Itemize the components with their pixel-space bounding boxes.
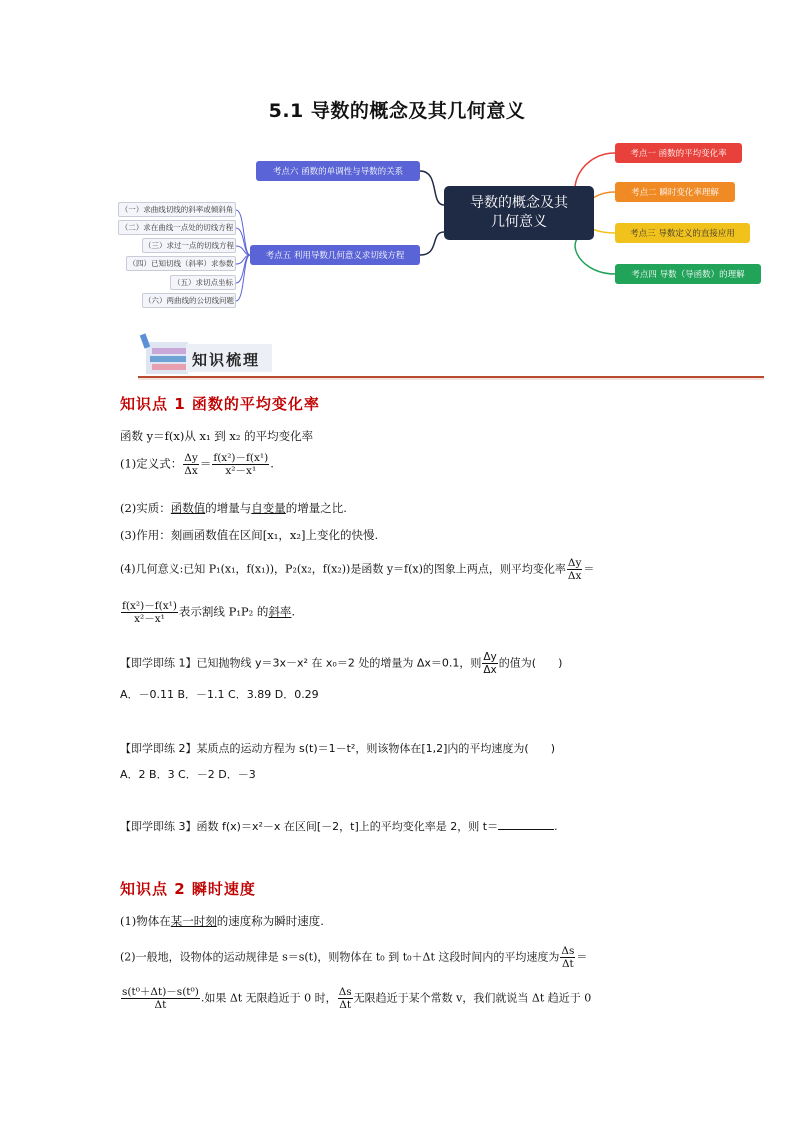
essence-underline-1: 函数值 xyxy=(170,501,206,515)
kp1-definition xyxy=(120,452,274,477)
mm-node-4: 考点四 导数（导函数）的理解 xyxy=(615,264,761,284)
kp1-role: (3)作用：刻画函数值在区间[x₁，x₂]上变化的快慢. xyxy=(120,528,379,542)
geo-underline: 斜率 xyxy=(268,604,292,619)
connector-left-mid xyxy=(420,232,444,255)
mm-sub-1: （一）求曲线切线的斜率或倾斜角 xyxy=(118,202,236,217)
def-prefix: (1)定义式： xyxy=(120,456,183,471)
answer-blank[interactable] xyxy=(498,818,554,830)
kp2-text: 的速度称为瞬时速度. xyxy=(216,914,324,928)
frac-st xyxy=(121,986,200,1011)
geo-text: 表示割线 P₁P₂ 的 xyxy=(178,604,269,619)
page-title: 5.1 导数的概念及其几何意义 xyxy=(268,100,526,122)
kp1-essence xyxy=(120,500,347,516)
mm-node-6: 考点六 函数的单调性与导数的关系 xyxy=(256,161,420,181)
kp1-geometric xyxy=(120,557,594,582)
geo-text: (4)几何意义:已知 P₁(x₁，f(x₁))，P₂(x₂，f(x₂))是函数 y＝f(x)的图象上两点，则平均变化率 xyxy=(120,562,566,576)
equals: ＝ xyxy=(576,950,588,964)
kp2-line-2 xyxy=(120,945,587,970)
ex3-tail: . xyxy=(554,820,558,833)
frac-num: Δs xyxy=(561,945,575,957)
frac-den: Δx xyxy=(184,465,198,477)
kp1-heading: 知识点 1 函数的平均变化率 xyxy=(120,395,320,413)
mm-node-1: 考点一 函数的平均变化率 xyxy=(615,143,742,163)
mm-node-2: 考点二 瞬时变化率理解 xyxy=(615,182,735,202)
essence-text: 的增量与 xyxy=(205,501,252,515)
ex1-text: 【即学即练 1】已知抛物线 y＝3x－x² 在 x₀＝2 处的增量为 Δx＝0.1，则 xyxy=(120,656,482,670)
frac-num: Δs xyxy=(338,986,352,998)
frac-num: Δy xyxy=(483,651,497,663)
frac-fx xyxy=(212,452,269,477)
exercise-2-options: A．2 B．3 C．－2 D．－3 xyxy=(120,768,256,781)
frac-den: Δt xyxy=(154,999,167,1011)
frac-dy-dx-3 xyxy=(482,651,497,676)
exercise-3 xyxy=(120,818,558,834)
frac-fx-2 xyxy=(121,600,178,625)
mm-sub-2: （二）求在曲线一点处的切线方程 xyxy=(118,220,236,235)
exercise-2: 【即学即练 2】某质点的运动方程为 s(t)＝1－t²，则该物体在[1,2]内的平均速度为( ) xyxy=(120,742,555,755)
pencil-icon xyxy=(140,333,150,348)
mm-sub-6: （六）两曲线的公切线问题 xyxy=(142,293,236,308)
frac-num: s(t⁰＋Δt)－s(t⁰) xyxy=(122,986,199,998)
kp2-text: (2)一般地，设物体的运动规律是 s＝s(t)，则物体在 t₀ 到 t₀＋Δt 这段时间内的平均速度为 xyxy=(120,950,560,964)
exercise-1 xyxy=(120,651,562,676)
kp2-text: (1)物体在 xyxy=(120,914,171,928)
period: . xyxy=(270,456,274,471)
essence-text: (2)实质： xyxy=(120,501,171,515)
mindmap-center xyxy=(444,186,594,240)
equals: ＝ xyxy=(199,456,212,471)
kp2-text: 无限趋近于某个常数 v，我们就说当 Δt 趋近于 0 xyxy=(353,991,592,1005)
frac-dy-dx-2 xyxy=(567,557,583,582)
frac-num: Δy xyxy=(184,452,198,464)
connector-left-top xyxy=(420,171,444,205)
mm-sub-3: （三）求过一点的切线方程 xyxy=(142,238,236,253)
kp1-intro: 函数 y＝f(x)从 x₁ 到 x₂ 的平均变化率 xyxy=(120,429,314,443)
kp2-underline: 某一时刻 xyxy=(170,914,217,928)
essence-text: 的增量之比. xyxy=(285,501,347,515)
mm-node-5: 考点五 利用导数几何意义求切线方程 xyxy=(250,245,420,265)
center-line-1: 导数的概念及其 xyxy=(470,195,568,211)
kp2-line-1 xyxy=(120,913,324,929)
kp2-text: .如果 Δt 无限趋近于 0 时， xyxy=(200,991,337,1005)
kp1-geometric-cont xyxy=(120,600,295,625)
frac-den: x²－x¹ xyxy=(225,465,257,477)
frac-num: f(x²)－f(x¹) xyxy=(213,452,269,464)
exercise-1-options: A．－0.11 B．－1.1 C．3.89 D．0.29 xyxy=(120,688,319,701)
geo-period: . xyxy=(291,604,296,619)
ex1-tail: 的值为( ) xyxy=(498,656,563,670)
mm-sub-5: （五）求切点坐标 xyxy=(170,275,236,290)
ex3-text: 【即学即练 3】函数 f(x)＝x²－x 在区间[－2，t]上的平均变化率是 2，则 t＝ xyxy=(120,820,499,833)
kp2-heading: 知识点 2 瞬时速度 xyxy=(120,880,256,898)
frac-ds-dt xyxy=(560,945,575,970)
frac-num: Δy xyxy=(567,557,582,569)
frac-den: Δt xyxy=(339,999,352,1011)
frac-den: x²－x¹ xyxy=(134,613,165,625)
frac-den: Δx xyxy=(483,664,497,676)
mm-sub-4: （四）已知切线（斜率）求参数 xyxy=(126,256,236,271)
mm-node-3: 考点三 导数定义的直接应用 xyxy=(615,223,750,243)
frac-den: Δx xyxy=(567,570,582,582)
frac-ds-dt-2 xyxy=(338,986,353,1011)
kp2-line-3 xyxy=(120,986,591,1011)
essence-underline-2: 自变量 xyxy=(251,501,286,515)
frac-den: Δt xyxy=(561,958,574,970)
center-line-2: 几何意义 xyxy=(491,214,547,230)
frac-num: f(x²)－f(x¹) xyxy=(122,600,177,612)
frac-dy-dx xyxy=(183,452,199,477)
section-banner-label: 知识梳理 xyxy=(192,351,261,369)
equals: ＝ xyxy=(583,562,595,576)
